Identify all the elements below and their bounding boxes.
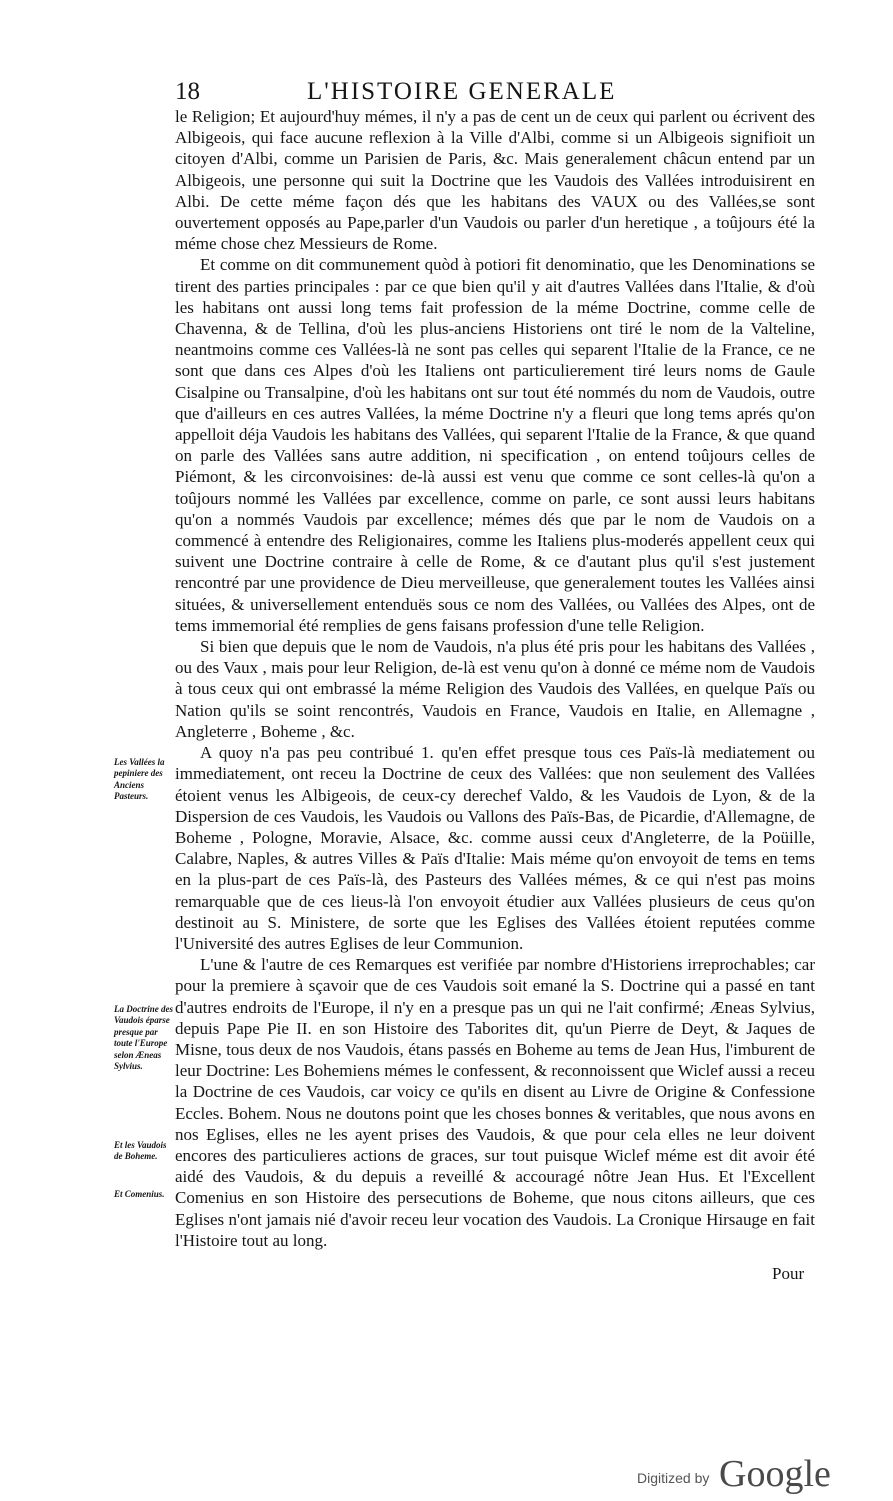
- paragraph-2: Et comme on dit communement quòd à potiori fit denominatio, que les Denominations se tirent des parties principales : par ce que bien qu'il y ait d'autres Vallées dans l'Italie, & d'où les habitans ont aussi long tems fait profession de la méme Doctrine, comme celle de Chavenna, & de Tellina, d'où les plus-anciens Historiens ont tiré le nom de la Valteline, neantmoins comme ces Vallées-là ne sont pas celles qui separent l'Italie de la France, ce ne sont que dans ces Alpes d'où les Italiens ont particulierement tiré leurs noms de Gaule Cisalpine ou Transalpine, d'où les habitans ont sur tout été nommés du nom de Vaudois, outre que d'ailleurs en ces autres Vallées, la méme Doctrine n'y a fleuri que long tems aprés qu'on appelloit déja Vaudois les habitans des Vallées, qui separent l'Italie de la France, & que quand on parle des Vallées sans autre addition, ni specification , on entend toûjours celles de Piémont, & les circonvoisines: de-là aussi est venu que comme ce sont celles-là qu'on a toûjours nommé les Vallées par excellence, comme on parle, ce sont aussi leurs habitans qu'on a nommés Vaudois par excellence; mémes dés que par le nom de Vaudois on a commencé à entendre des Religionaires, comme les Italiens plus-moderés appellent ceux qui suivent une Doctrine contraire à celle de Rome, & ce d'autant plus qu'il s'est justement rencontré par une providence de Dieu merveilleuse, que generalement toutes les Vallées ainsi situées, & universellement entenduës sous ce nom des Vallées, ou Vallées des Alpes, ont de tems immemorial été remplies de gens faisans profession d'une telle Religion.: [175, 255, 815, 635]
- margin-note-boheme: Et les Vaudois de Boheme.: [114, 1140, 167, 1162]
- catchword: Pour: [772, 1264, 805, 1283]
- digitized-watermark: [637, 1452, 857, 1496]
- paragraph-3: Si bien que depuis que le nom de Vaudois, n'a plus été pris pour les habitans des Vallées , ou des Vaux , mais pour leur Religion, de-là est venu qu'on à donné ce méme nom de Vaudois à tous ceux qui ont embrassé la méme Religion des Vaudois des Vallées, en quelque Païs ou Nation qu'ils se soint rencontrés, Vaudois en France, Vaudois en Italie, en Allemagne , Angleterre , Boheme , &c.: [175, 637, 815, 741]
- paragraph-1: le Religion; Et aujourd'huy mémes, il n'y a pas de cent un de ceux qui parlent ou écrivent des Albigeois, qui face aucune reflexion à la Ville d'Albi, comme si un Albigeois signifioit un citoyen d'Albi, comme un Parisien de Paris, &c. Mais generalement châcun entend par un Albigeois, une personne qui suit la Doctrine que les Vaudois des Vallées introduisirent en Albi. De cette méme façon dés que les habitans des VAUX ou des Vallées,se sont ouvertement opposés au Pape,parler d'un Vaudois ou parler d'un heretique , a toûjours été la méme chose chez Messieurs de Rome.: [175, 107, 815, 254]
- digitized-by-text: Digitized by: [637, 1470, 710, 1486]
- paragraph-5: L'une & l'autre de ces Remarques est verifiée par nombre d'Historiens irreprochables; car pour la premiere à sçavoir que de ces Vaudois soit emané la S. Doctrine qui a passé en tant d'autres endroits de l'Europe, il n'y en a presque pas un qui ne l'ait confirmé; Æneas Sylvius, depuis Pape Pie II. en son Histoire des Taborites dit, qu'un Pierre de Deyt, & Jaques de Misne, tous deux de nos Vaudois, étans passés en Boheme au tems de Jean Hus, l'imburent de leur Doctrine: Les Bohemiens mémes le confessent, & reconnoissent que Wiclef aussi a receu la Doctrine de ces Vaudois, car voicy ce qu'ils en disent au Livre de Origine & Confessione Eccles. Bohem. Nous ne doutons point que les choses bonnes & veritables, que nous avons en nos Eglises, elles ne les ayent prises des Vaudois, & que pour cela elles ne leur doivent encores des particulieres actions de graces, sur tout puisque Wiclef méme est dit avoir été aidé des Vaudois, & du depuis a reveillé & accouragé nôtre Jean Hus. Et l'Excellent Comenius en son Histoire des persecutions de Boheme, que nous citons ailleurs, que ces Eglises n'ont jamais nié d'avoir receu leur vocation des Vaudois. La Cronique Hirsauge en fait l'Histoire tout au long.: [175, 955, 815, 1250]
- google-logo: Google: [719, 1453, 831, 1495]
- main-text: [175, 106, 815, 1251]
- margin-note-pasteurs: Les Vallées la pepiniere des Anciens Pasteurs.: [114, 757, 165, 802]
- margin-note-comenius: Et Comenius.: [114, 1189, 165, 1199]
- margin-note-aeneas-sylvius: La Doctrine des Vaudois éparse presque par toute l'Europe selon Æneas Sylvius.: [114, 1004, 173, 1072]
- page-number: 18: [175, 78, 200, 105]
- running-title: L'HISTOIRE GENERALE: [307, 78, 617, 105]
- paragraph-4: A quoy n'a pas peu contribué 1. qu'en effet presque tous ces Païs-là mediatement ou immediatement, ont receu la Doctrine de ceux des Vallées: que non seulement des Vallées étoient venus les Albigeois, de ceux-cy derechef Valdo, & les Vaudois de Lyon, & de la Dispersion de ces Vaudois, les Vaudois ou Vallons des Païs-Bas, de Picardie, d'Allemagne, de Boheme , Pologne, Moravie, Alsace, &c. comme aussi ceux d'Angleterre, de la Poüille, Calabre, Naples, & autres Villes & Païs d'Italie: Mais méme qu'on envoyoit de tems en tems en la plus-part de ces Païs-là, des Pasteurs des Vallées mémes, & ce qui n'est pas moins remarquable que de ces lieus-là l'on envoyoit étudier aux Vallées plusieurs de ceus qu'on destinoit au S. Ministere, de sorte que les Eglises des Vallées étoient reputées comme l'Université des autres Eglises de leur Communion.: [175, 743, 815, 953]
